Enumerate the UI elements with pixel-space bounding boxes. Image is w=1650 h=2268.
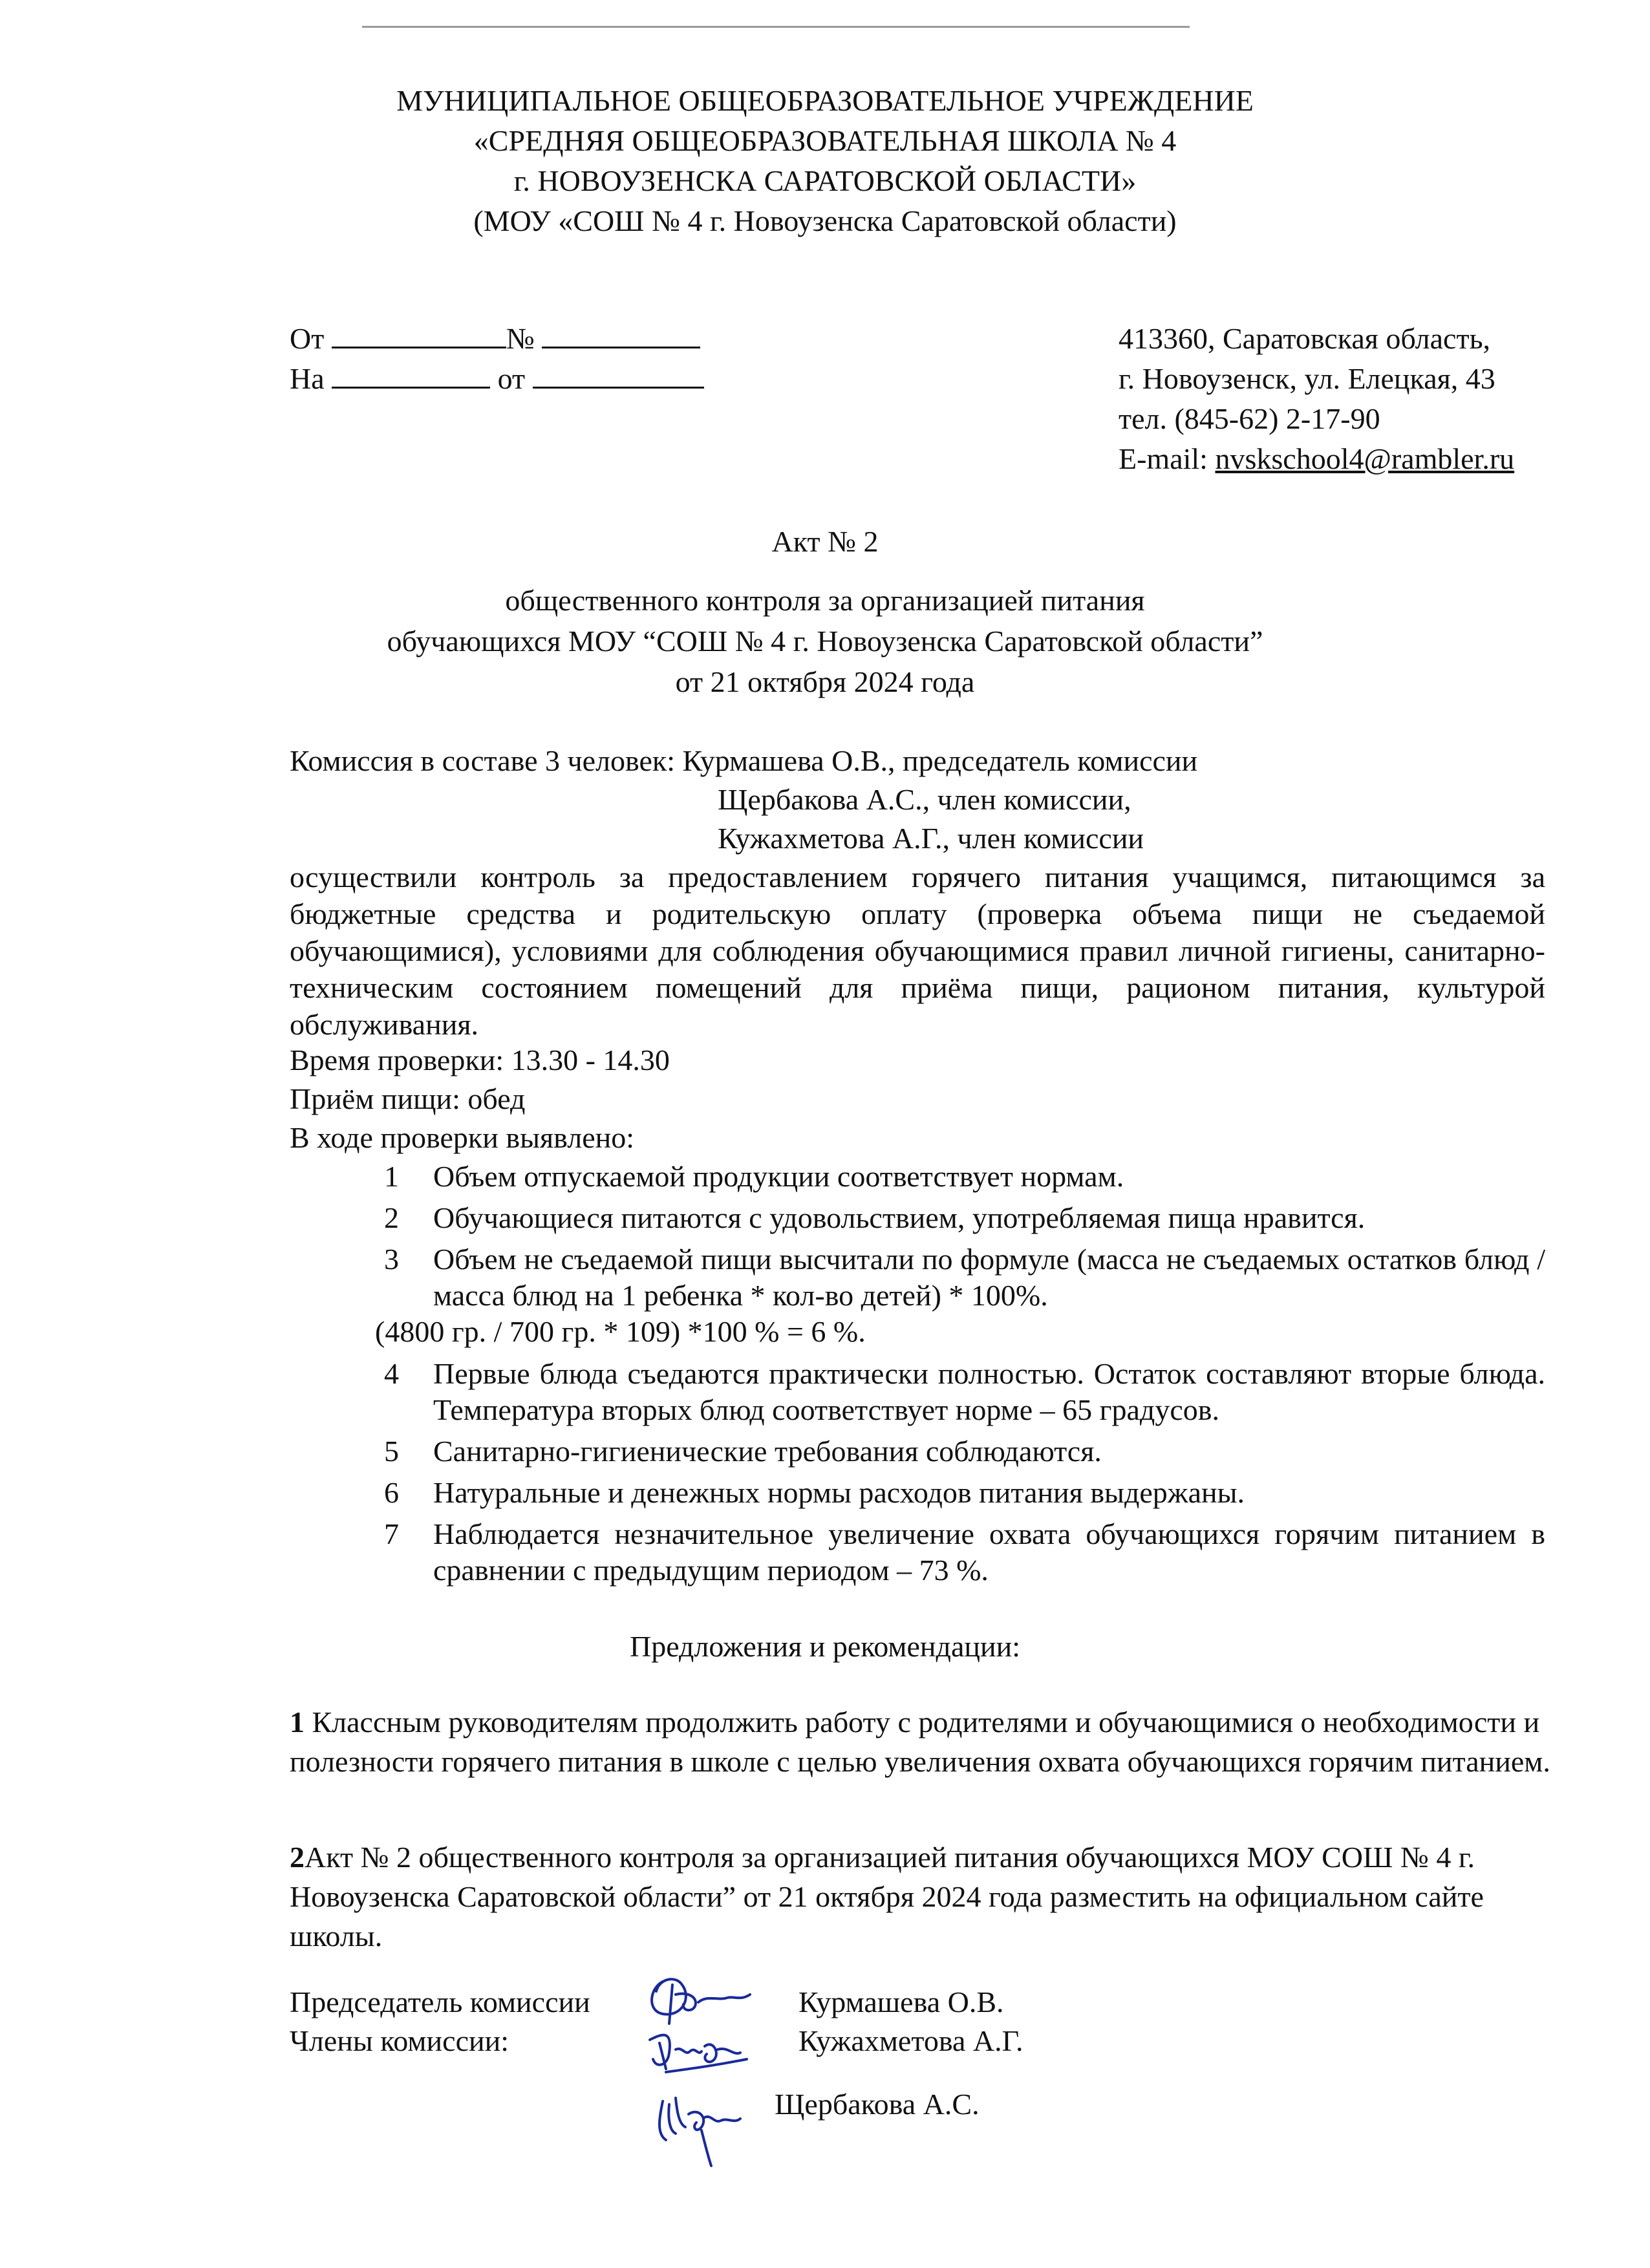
org-name-line-1: МУНИЦИПАЛЬНОЕ ОБЩЕОБРАЗОВАТЕЛЬНОЕ УЧРЕЖДЕНИЕ: [396, 84, 1254, 117]
act-subtitle-line-1: общественного контроля за организацией питания: [505, 584, 1145, 617]
finding-text: Обучающиеся питаются с удовольствием, употребляемая пища нравится.: [433, 1201, 1366, 1234]
inspection-description: [290, 859, 1545, 1043]
chair-name: Курмашева О.В.: [798, 1985, 1004, 2018]
signature-scribbles: [637, 1962, 786, 2176]
registration-row-to: [290, 359, 704, 399]
finding-number: 4: [384, 1357, 399, 1390]
registration-fields: [290, 319, 704, 399]
members-label: Члены комиссии:: [290, 2024, 509, 2057]
commission-block: [290, 742, 1197, 780]
recommendation-1: [290, 1702, 1557, 1781]
from2-date-blank: [533, 361, 704, 389]
finding-number: 5: [384, 1435, 399, 1468]
recommendations-heading: Предложения и рекомендации:: [630, 1630, 1020, 1663]
finding-item: [375, 1433, 1545, 1470]
signature-labels: [290, 1983, 590, 2060]
address-phone: тел. (845-62) 2-17-90: [1119, 402, 1380, 435]
finding-item: [375, 1356, 1545, 1428]
finding-item: [375, 1159, 1545, 1195]
org-name-line-2: «СРЕДНЯЯ ОБЩЕОБРАЗОВАТЕЛЬНАЯ ШКОЛА № 4: [473, 124, 1177, 157]
recommendation-1-text: Классным руководителям продолжить работу с родителями и обучающимися о необходимости и полезности горячего питания в школе с целью увеличения охвата обучающихся горячим питанием.: [290, 1706, 1550, 1778]
recommendation-2-paragraph: [290, 1837, 1557, 1956]
finding-text: Первые блюда съедаются практически полностью. Остаток составляют вторые блюда. Температура вторых блюд соответствует норме – 65 градусов.: [433, 1357, 1545, 1426]
from-label: От: [290, 322, 325, 355]
address-block: [1119, 319, 1514, 479]
address-line-1: 413360, Саратовская область,: [1119, 322, 1491, 355]
finding-text: Наблюдается незначительное увеличение охвата обучающихся горячим питанием в сравнении с предыдущим периодом – 73 %.: [433, 1517, 1545, 1587]
findings-list-part-2: [375, 1356, 1545, 1594]
inspection-meta: [290, 1041, 670, 1157]
finding-number: 7: [384, 1517, 399, 1550]
member-a-name: Кужахметова А.Г.: [798, 2024, 1023, 2057]
finding-item: [375, 1200, 1545, 1236]
scan-edge-line: [362, 26, 1190, 28]
recommendation-2: [290, 1837, 1557, 1956]
email-link[interactable]: nvskschool4@rambler.ru: [1215, 442, 1515, 475]
act-date: от 21 октября 2024 года: [675, 665, 975, 698]
waste-formula: (4800 гр. / 700 гр. * 109) *100 % = 6 %.: [375, 1315, 866, 1348]
org-name-line-4: (МОУ «СОШ № 4 г. Новоузенска Саратовской области): [473, 204, 1177, 237]
finding-item: [375, 1475, 1545, 1511]
finding-text: Санитарно-гигиенические требования соблюдаются.: [433, 1435, 1102, 1468]
act-subtitle-line-2: обучающихся МОУ “СОШ № 4 г. Новоузенска Саратовской области”: [387, 625, 1263, 658]
member-b-name: Щербакова А.С.: [775, 2088, 980, 2121]
handwritten-signatures: [637, 1962, 786, 2176]
finding-number: 3: [384, 1243, 399, 1276]
commission-member-1: Курмашева О.В., председатель комиссии: [682, 744, 1198, 777]
commission-members: [718, 780, 1144, 858]
recommendation-2-text: Акт № 2 общественного контроля за организацией питания обучающихся МОУ СОШ № 4 г. Новоузенска Саратовской области” от 21 октября 2024 года разместить на официальном сайте школы.: [290, 1841, 1484, 1952]
number-label: №: [506, 322, 535, 355]
recommendation-2-number: 2: [290, 1841, 305, 1874]
commission-row-1: [290, 742, 1197, 780]
findings-intro: В ходе проверки выявлено:: [290, 1121, 635, 1154]
to-label: На: [290, 362, 325, 395]
signature-names-upper: [798, 1983, 1023, 2060]
organization-header: [0, 81, 1650, 241]
findings-list-part-1: [375, 1159, 1545, 1319]
finding-number: 1: [384, 1160, 399, 1193]
commission-intro: Комиссия в составе 3 человек:: [290, 744, 676, 777]
inspection-meal: Приём пищи: обед: [290, 1082, 526, 1115]
org-name-line-3: г. НОВОУЗЕНСКА САРАТОВСКОЙ ОБЛАСТИ»: [513, 164, 1137, 197]
registration-row-from: [290, 319, 704, 359]
finding-number: 6: [384, 1476, 399, 1509]
inspection-time: Время проверки: 13.30 - 14.30: [290, 1043, 670, 1076]
to-number-blank: [332, 361, 490, 389]
finding-text: Объем отпускаемой продукции соответствует нормам.: [433, 1160, 1124, 1193]
act-subtitle: [0, 580, 1650, 702]
commission-member-3: Кужахметова А.Г., член комиссии: [718, 822, 1144, 855]
number-blank: [542, 321, 700, 348]
finding-text: Объем не съедаемой пищи высчитали по формуле (масса не съедаемых остатков блюд / масса блюд на 1 ребенка * кол-во детей) * 100%.: [433, 1243, 1545, 1312]
address-email-row: [1119, 439, 1514, 479]
from2-label: от: [497, 362, 526, 395]
recommendation-1-paragraph: [290, 1702, 1557, 1781]
inspection-paragraph: осуществили контроль за предоставлением горячего питания учащимся, питающимся за бюджетные средства и родительскую оплату (проверка объема пищи не съедаемой обучающимися), условиями для соблюдения обучающимися правил личной гигиены, санитарно-техническим состоянием помещений для приёма пищи, рационом питания, культурой обслуживания.: [290, 861, 1545, 1041]
act-title: Акт № 2: [771, 525, 879, 558]
finding-text: Натуральные и денежных нормы расходов питания выдержаны.: [433, 1476, 1245, 1509]
recommendation-1-number: 1: [290, 1706, 305, 1738]
finding-item: [375, 1516, 1545, 1589]
address-line-2: г. Новоузенск, ул. Елецкая, 43: [1119, 362, 1495, 395]
commission-member-2: Щербакова А.С., член комиссии,: [718, 783, 1131, 816]
chair-label: Председатель комиссии: [290, 1985, 590, 2018]
finding-item: [375, 1241, 1545, 1314]
from-date-blank: [332, 321, 506, 348]
finding-number: 2: [384, 1201, 399, 1234]
email-label: E-mail:: [1119, 442, 1208, 475]
